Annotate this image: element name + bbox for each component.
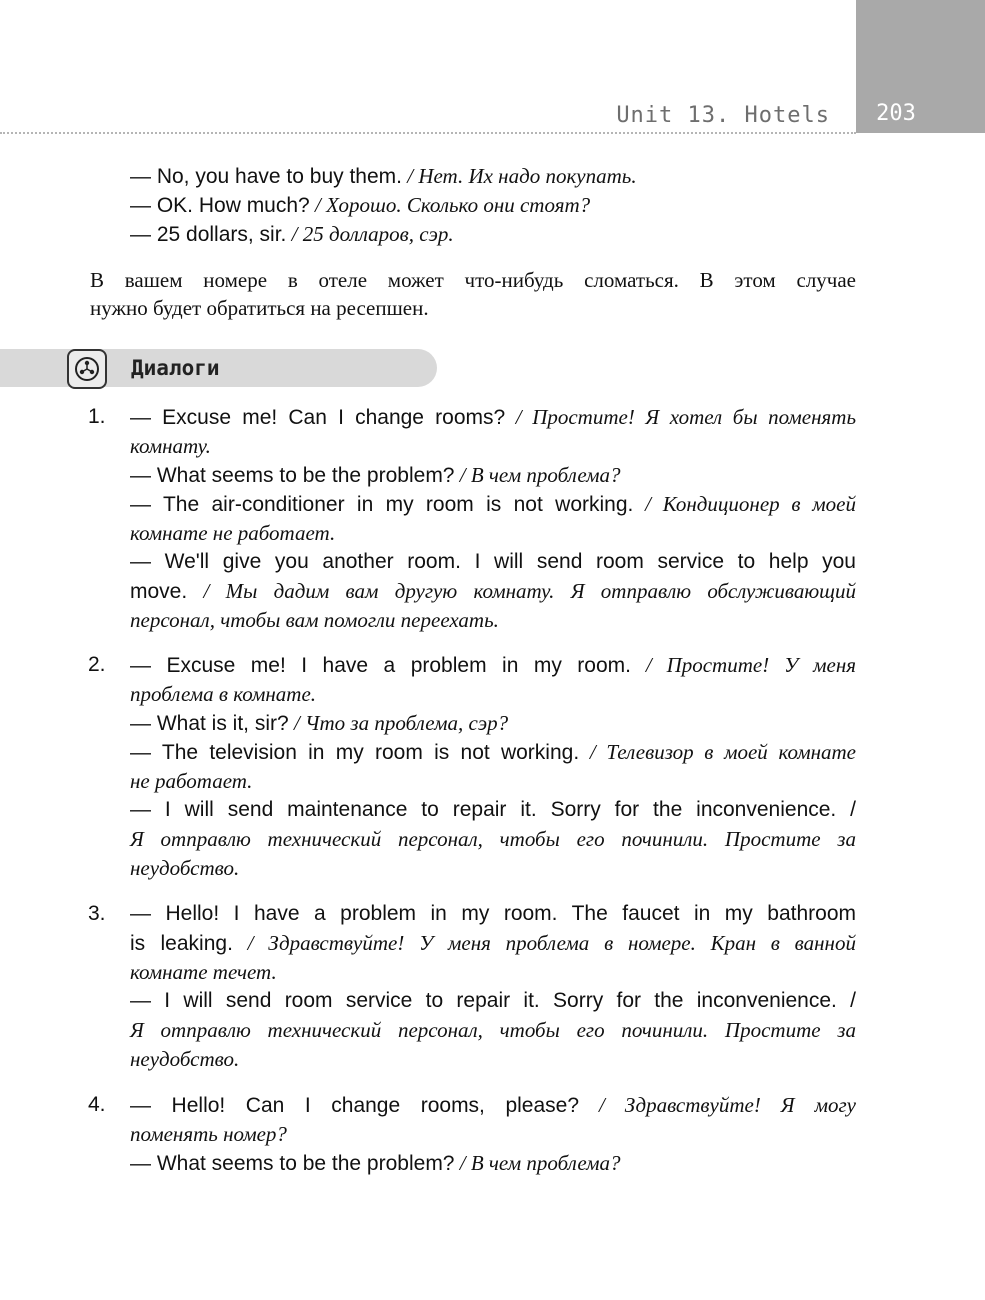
running-header: Unit 13. Hotels	[616, 103, 830, 128]
dialog-line: is leaking. / Здравствуйте! У меня проблема в номере. Кран в ванной	[130, 931, 856, 955]
dialog-line: — Excuse me! I have a problem in my room. / Простите! У меня	[130, 653, 856, 677]
dialog-number: 3.	[88, 902, 106, 925]
page-number: 203	[876, 101, 916, 126]
dialog-line: персонал, чтобы вам помогли переехать.	[130, 608, 499, 632]
dialog-line: комнату.	[130, 434, 211, 458]
dialog-line: — What seems to be the problem? / В чем проблема?	[130, 463, 621, 487]
dialog-line: неудобство.	[130, 856, 240, 880]
header-divider	[0, 132, 856, 134]
dialog-line: move. / Мы дадим вам другую комнату. Я отправлю обслуживающий	[130, 579, 856, 603]
dialog-line: — Hello! Can I change rooms, please? / Здравствуйте! Я могу	[130, 1093, 856, 1117]
dialog-line: — I will send room service to repair it. Sorry for the inconvenience. /	[130, 989, 856, 1012]
dialog-line: поменять номер?	[130, 1122, 287, 1146]
dialog-line: проблема в комнате.	[130, 682, 317, 706]
dialog-line: неудобство.	[130, 1047, 240, 1071]
dialog-line: Я отправлю технический персонал, чтобы его починили. Простите за	[130, 1018, 856, 1042]
dialog-number: 2.	[88, 653, 106, 676]
dialog-line: — No, you have to buy them. / Нет. Их надо покупать.	[130, 164, 637, 188]
intro-paragraph-line: В вашем номере в отеле может что-нибудь сломаться. В этом случае	[90, 268, 856, 292]
dialog-line: — 25 dollars, sir. / 25 долларов, сэр.	[130, 222, 454, 246]
dialog-line: — The air-conditioner in my room is not working. / Кондиционер в моей	[130, 492, 856, 516]
dialog-line: — The television in my room is not working. / Телевизор в моей комнате	[130, 740, 856, 764]
dialog-line: — What seems to be the problem? / В чем проблема?	[130, 1151, 621, 1175]
dialog-number: 4.	[88, 1093, 106, 1116]
dialog-line: — Excuse me! Can I change rooms? / Простите! Я хотел бы поменять	[130, 405, 856, 429]
dialog-line: — We'll give you another room. I will send room service to help you	[130, 550, 856, 573]
dialog-line: — OK. How much? / Хорошо. Сколько они стоят?	[130, 193, 591, 217]
dialog-line: — What is it, sir? / Что за проблема, сэр?	[130, 711, 509, 735]
dialog-line: — I will send maintenance to repair it. Sorry for the inconvenience. /	[130, 798, 856, 821]
dialog-line: — Hello! I have a problem in my room. The faucet in my bathroom	[130, 902, 856, 925]
intro-paragraph-line: нужно будет обратиться на ресепшен.	[90, 296, 429, 320]
dialog-number: 1.	[88, 405, 106, 428]
dialog-line: Я отправлю технический персонал, чтобы его починили. Простите за	[130, 827, 856, 851]
section-title: Диалоги	[131, 356, 220, 380]
page-number-tab	[856, 0, 985, 133]
dialog-line: комнате течет.	[130, 960, 277, 984]
dialog-line: не работает.	[130, 769, 253, 793]
dialog-icon	[67, 349, 107, 389]
dialog-line: комнате не работает.	[130, 521, 336, 545]
